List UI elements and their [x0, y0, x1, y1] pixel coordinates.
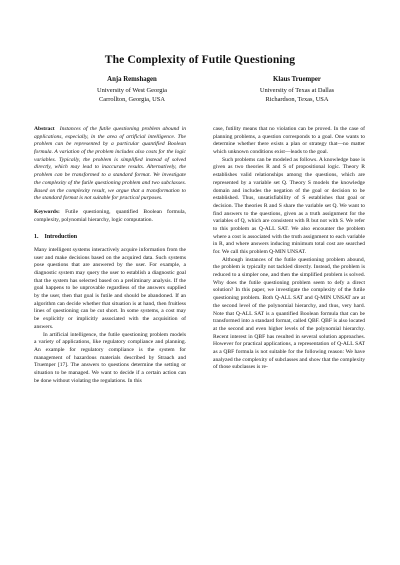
abstract-label: Abstract	[34, 126, 55, 132]
right-column	[213, 126, 365, 372]
abstract	[34, 126, 186, 203]
abstract-text: Instances of the futile questioning problem abound in applications, especially, in the area of artificial intelligence. The problem can be represented by a particular quantified Boolean formula. A variation of the problem includes also costs for the logic variables. Typically, the problem is simplified instead of solved directly, which may lead to inaccurate results. Alternatively, the problem can be transformed to a standard format. We investigate the complexity of the futile questioning problem and two subclasses. Based on the complexity result, we argue that a transformation to the standard format is not suitable for practical purposes.	[34, 126, 186, 202]
author-location: Richardson, Texas, USA	[265, 95, 329, 103]
author-block-2	[217, 76, 377, 104]
section-title: Introduction	[44, 234, 78, 241]
author-affiliation: University of West Georgia	[96, 87, 168, 95]
section-number: 1.	[34, 234, 39, 241]
body-paragraph: case, futility means that no violation can be proved. In the case of planning problems, a question corresponds to a goal. One wants to determine whether there exists a plan or strategy that—no matter which unknown conditions exist—leads to the goal.	[213, 126, 365, 156]
section-heading	[34, 234, 186, 242]
keywords-text: Futile questioning, quantified Boolean formula, complexity, polynomial hierarchy, logic computation.	[34, 208, 186, 223]
keywords	[34, 209, 186, 224]
author-name: Anja Remshagen	[107, 76, 157, 83]
author-location: Carrollton, Georgia, USA	[99, 95, 165, 103]
left-column	[34, 126, 186, 385]
body-paragraph: In artificial intelligence, the futile questioning problem models a variety of applications, like regulatory compliance and planning. An example for regulatory compliance is the system for management of hazardous materials described by Straach and Truemper [17]. The answers to questions determine the setting or situation to be managed. We want to decide if a certain action can be done without violating the regulations. In this	[34, 331, 186, 384]
body-paragraph: Many intelligent systems interactively acquire information from the user and make decisions based on the acquired data. Such systems pose questions that are answered by the user. For example, a diagnostic system may query the user to establish a diagnostic goal that the system has selected based on a preliminary analysis. If the goal happens to be unprovable regardless of the answers supplied by the user, then that goal is futile and should be abandoned. If an algorithm can decide whether that situation is at hand, then fruitless lines of questioning can be cut short. In some systems, a cost may be explicitly or implicitly associated with the acquisition of answers.	[34, 246, 186, 330]
author-affiliation: University of Texas at Dallas	[259, 87, 335, 95]
author-block-1	[52, 76, 212, 104]
paper-title: The Complexity of Futile Questioning	[104, 53, 296, 66]
author-name: Klaus Truemper	[273, 76, 321, 83]
body-paragraph: Such problems can be modeled as follows. A knowledge base is given as two theories R and S of propositional logic. Theory R establishes valid relationships among the questions, which are represented by a variable set Q. Theory S models the knowledge domain and includes the negation of the goal or decision to be established. Thus, unsatisfiability of S establishes that goal or decision. The theories R and S share the variable set Q. We want to find answers to the questions, given as a truth assignment for the variables of Q, which are consistent with R but not with S. We refer to this problem as Q-ALL SAT. We also encounter the problem where a cost is associated with the truth assignment to each variable in R, and where answers inducing minimum total cost are searched for. We call this problem Q-MIN UNSAT.	[213, 156, 365, 255]
body-paragraph: Although instances of the futile questioning problem abound, the problem is typically not tackled directly. Instead, the problem is reduced to a simpler one, and then the simplified problem is solved. Why does the futile questioning problem seem to defy a direct solution? In this paper, we investigate the complexity of the futile questioning problem. Both Q-ALL SAT and Q-MIN UNSAT are at the second level of the polynomial hierarchy, and thus, very hard. Note that Q-ALL SAT is a quantified Boolean formula that can be transformed into a standard format, called QBF. QBF is also located at the second and even higher levels of the polynomial hierarchy. Recent interest in QBF has resulted in several solution approaches. However for practical applications, a representation of Q-ALL SAT as a QBF formula is not suitable for the following reason: We have analyzed the complexity of subclasses and show that the complexity of those subclasses is re-	[213, 256, 365, 371]
keywords-label: Keywords:	[34, 208, 60, 215]
